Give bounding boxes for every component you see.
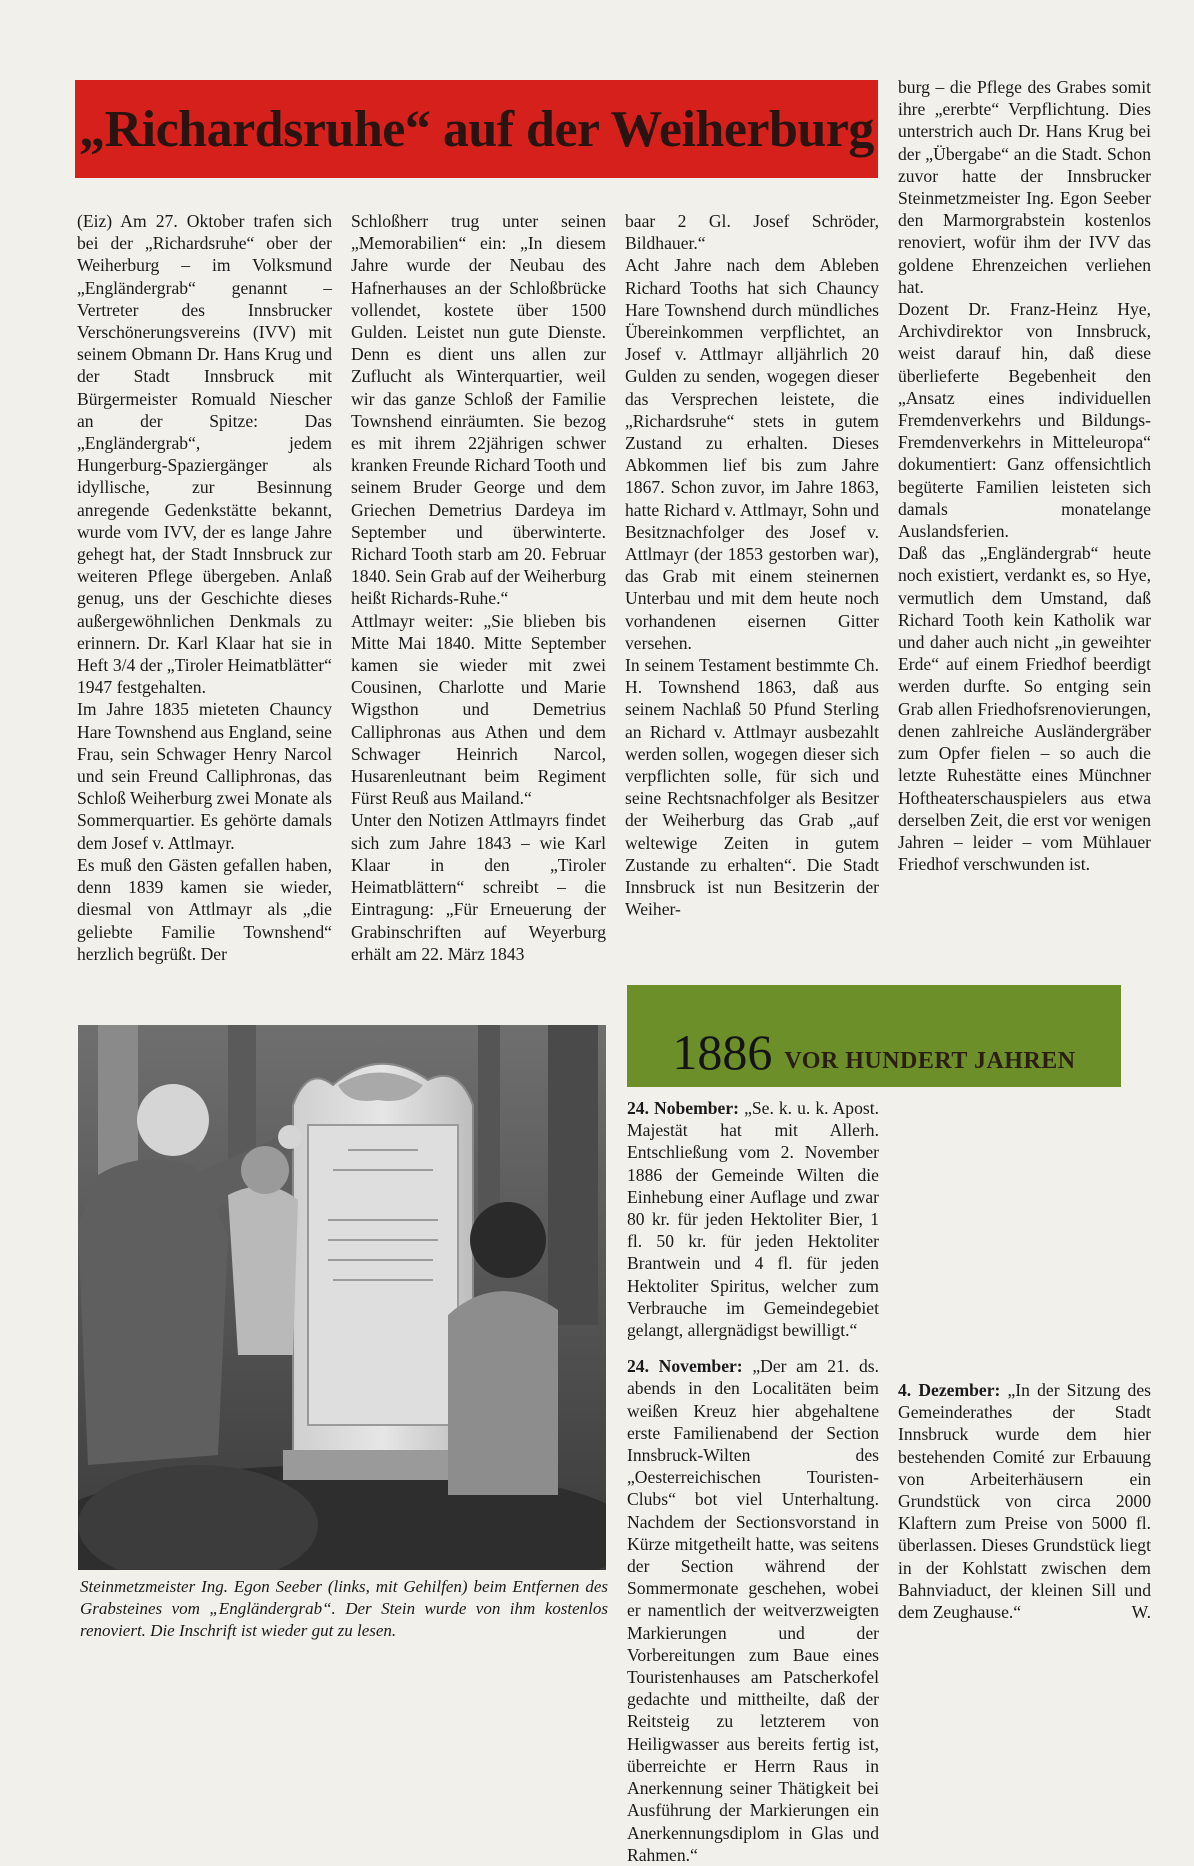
paragraph: (Eiz) Am 27. Oktober trafen sich bei der „Richardsruhe“ ober der Weiherburg – im Volksmund „Engländergrab“ genannt – Vertreter des Innsbrucker Verschönerungsvereins (IVV) mit seinem Obmann Dr. Hans Krug und der Stadt Innsbruck mit Bürgermeister Romuald Niescher an der Spitze: Das „Engländergrab“, jedem Hungerburg-Spaziergänger als idyllische, zur Besinnung anregende Gedenkstätte bekannt, wurde vom IVV, der es lange Jahre gehegt hat, der Stadt Innsbruck zur weiteren Pflege übergeben. Anlaß genug, uns der Geschichte dieses außergewöhnlichen Denkmals zu erinnern. Dr. Karl Klaar hat sie in Heft 3/4 der „Tiroler Heimatblätter“ 1947 festgehalten. (77, 211, 332, 698)
paragraph: baar 2 Gl. Josef Schröder, Bildhauer.“ (625, 211, 879, 254)
article-column-2 (351, 210, 606, 965)
paragraph: Daß das „Engländergrab“ heute noch existiert, verdankt es, so Hye, vermutlich dem Umstand, daß Richard Tooth kein Katholik war und daher auch nicht „in geweihter Erde“ auf einem Friedhof beerdigt werden durfte. So entging sein Grab allen Friedhofsrenovierungen, denen zahlreiche Ausländergräber zum Opfer fielen – so auch die letzte Ruhestätte eines Münchner Hoftheaterschauspielers aus etwa derselben Zeit, die erst vor wenigen Jahren – leider – vom Mühlauer Friedhof verschwunden ist. (898, 543, 1151, 875)
gravestone-photo (78, 1025, 606, 1570)
history-entry-date: 24. Nobember: (627, 1098, 740, 1118)
paragraph: Unter den Notizen Attlmayrs findet sich zum Jahre 1843 – wie Karl Klaar in den „Tiroler Heimatblättern“ schreibt – die Eintragung: „Für Erneuerung der Grabinschriften auf Weyerburg erhält am 22. März 1843 (351, 810, 606, 964)
paragraph: Dozent Dr. Franz-Heinz Hye, Archivdirektor von Innsbruck, weist darauf hin, daß diese überlieferte Begebenheit den „Ansatz eines individuellen Fremdenverkehrs und Bildungs-Fremdenverkehrs in Mitteleuropa“ dokumentiert: Ganz offensichtlich begüterte Familien leisteten sich damals monatelange Auslandsferien. (898, 299, 1151, 542)
paragraph: In seinem Testament bestimmte Ch. H. Townshend 1863, daß aus seinem Nachlaß 50 Pfund Sterling an Richard v. Attlmayr ausbezahlt werden sollen, wogegen dieser sich verpflichten solle, für sich und seine Rechtsnachfolger als Besitzer der Weiherburg das Grab „auf weltewige Zeiten in gutem Zustande zu erhalten“. Die Stadt Innsbruck ist nun Besitzerin der Weiher- (625, 655, 879, 920)
history-column-2 (898, 1097, 1151, 1623)
article-column-3 (625, 210, 879, 921)
article-title: „Richardsruhe“ auf der Weiherburg (79, 100, 874, 158)
title-banner (75, 80, 878, 178)
paragraph: Acht Jahre nach dem Ableben Richard Tooths hat sich Chauncy Hare Townshend durch mündliches Übereinkommen verpflichtet, an Josef v. Attlmayr alljährlich 20 Gulden zu senden, wogegen dieser das Versprechen leistete, die „Richardsruhe“ stets in gutem Zustand zu erhalten. Dieses Abkommen lief bis zum Jahre 1867. Schon zuvor, im Jahre 1863, hatte Richard v. Attlmayr, Sohn und Besitznachfolger des Josef v. Attlmayr (der 1853 gestorben war), das Grab mit einem steinernen Unterbau und mit dem heute noch vorhandenen eisernen Gitter versehen. (625, 255, 879, 653)
history-entry-text: „Se. k. u. k. Apost. Majestät hat mit Allerh. Entschließung vom 2. November 1886 der Gemeinde Wilten die Einhebung einer Auflage und zwar 80 kr. für jeden Hektoliter Bier, 1 fl. 50 kr. für jeden Hektoliter Brantwein und 4 fl. für jeden Hektoliter Spiritus, welcher zum Verbrauche im Gemeindegebiet gelangt, allergnädigst bewilligt.“ (627, 1098, 879, 1341)
history-entry-date: 4. Dezember: (898, 1380, 1001, 1400)
history-banner (627, 985, 1121, 1087)
history-title: VOR HUNDERT JAHREN (784, 1048, 1076, 1074)
history-entry-text: „Der am 21. ds. abends in den Localitäten beim weißen Kreuz hier abgehaltene erste Familienabend der Section Innsbruck-Wilten des „Oesterreichischen Touristen-Clubs“ bot viel Unterhaltung. Nachdem der Sectionsvorstand in Kürze mitgetheilt hatte, was seitens der Section während der Sommermonate geschehen, wobei er namentlich der weitverzweigten Markierungen und der Vorbereitungen zum Baue eines Touristenhauses am Patscherkofel gedachte und mittheilte, daß der Reitsteig zu letzterem von Heiligwasser aus bereits fertig ist, überreichte er Herrn Raus in Anerkennung seiner Thätigkeit bei Ausführung der Markierungen ein Anerkennungsdiplom in Glas und Rahmen.“ (627, 1356, 879, 1865)
history-column-1 (627, 1097, 879, 1866)
photo-caption: Steinmetzmeister Ing. Egon Seeber (links, mit Gehilfen) beim Entfernen des Grabsteines vom „Engländergrab“. Der Stein wurde von ihm kostenlos renoviert. Die Inschrift ist wieder gut zu lesen. (80, 1577, 608, 1640)
history-year: 1886 (672, 1024, 773, 1080)
paragraph: Attlmayr weiter: „Sie blieben bis Mitte Mai 1840. Mitte September kamen sie wieder mit zwei Cousinen, Charlotte und Marie Wigsthon und Demetrius Calliphronas aus Athen und dem Schwager Heinrich Narcol, Husarenleutnant beim Regiment Fürst Reuß aus Mailand.“ (351, 610, 606, 809)
history-entry (627, 1355, 879, 1866)
article-column-1 (77, 210, 332, 965)
paragraph: Schloßherr trug unter seinen „Memorabilien“ ein: „In diesem Jahre wurde der Neubau des Hafnerhauses an der Schloßbrücke vollendet, kostete über 1500 Gulden. Leistet nun gute Dienste. Denn es dient uns allen zur Zuflucht als Winterquartier, weil wir das ganze Schloß der Familie Townshend einräumten. Sie bezog es mit ihrem 22jährigen schwer kranken Freunde Richard Tooth und seinem Bruder George und dem Griechen Demetrius Dardeya im September und überwinterte. Richard Tooth starb am 20. Februar 1840. Sein Grab auf der Weiherburg heißt Richards-Ruhe.“ (351, 211, 606, 609)
paragraph: Im Jahre 1835 mieteten Chauncy Hare Townshend aus England, seine Frau, sein Schwager Henry Narcol und sein Freund Calliphronas, das Schloß Weiherburg zwei Monate als Sommerquartier. Es gehörte damals dem Josef v. Attlmayr. (77, 699, 332, 853)
article-column-4 (898, 76, 1151, 875)
paragraph: burg – die Pflege des Grabes somit ihre „ererbte“ Verpflichtung. Dies unterstrich auch Dr. Hans Krug bei der „Übergabe“ an die Stadt. Schon zuvor hatte der Innsbrucker Steinmetzmeister Ing. Egon Seeber den Marmorgrabstein kostenlos renoviert, wofür ihm der IVV das goldene Ehrenzeichen verliehen hat. (898, 77, 1151, 297)
history-entry-date: 24. November: (627, 1356, 743, 1377)
history-entry (898, 1379, 1151, 1623)
history-entry-text: „In der Sitzung des Gemeinderathes der Stadt Innsbruck wurde dem hier bestehenden Comité zur Erbauung von Arbeiterhäusern ein Grundstück von circa 2000 Klaftern zum Preise von 5000 fl. überlassen. Dieses Grundstück liegt in der Kohlstatt zwischen dem Bahnviaduct, der kleinen Sill und dem Zeughause.“ (898, 1380, 1151, 1623)
history-entry (627, 1097, 879, 1341)
author-signature: W. (1131, 1602, 1151, 1623)
paragraph: Es muß den Gästen gefallen haben, denn 1839 kamen sie wieder, diesmal von Attlmayr als „die geliebte Familie Townshend“ herzlich begrüßt. Der (77, 854, 332, 964)
